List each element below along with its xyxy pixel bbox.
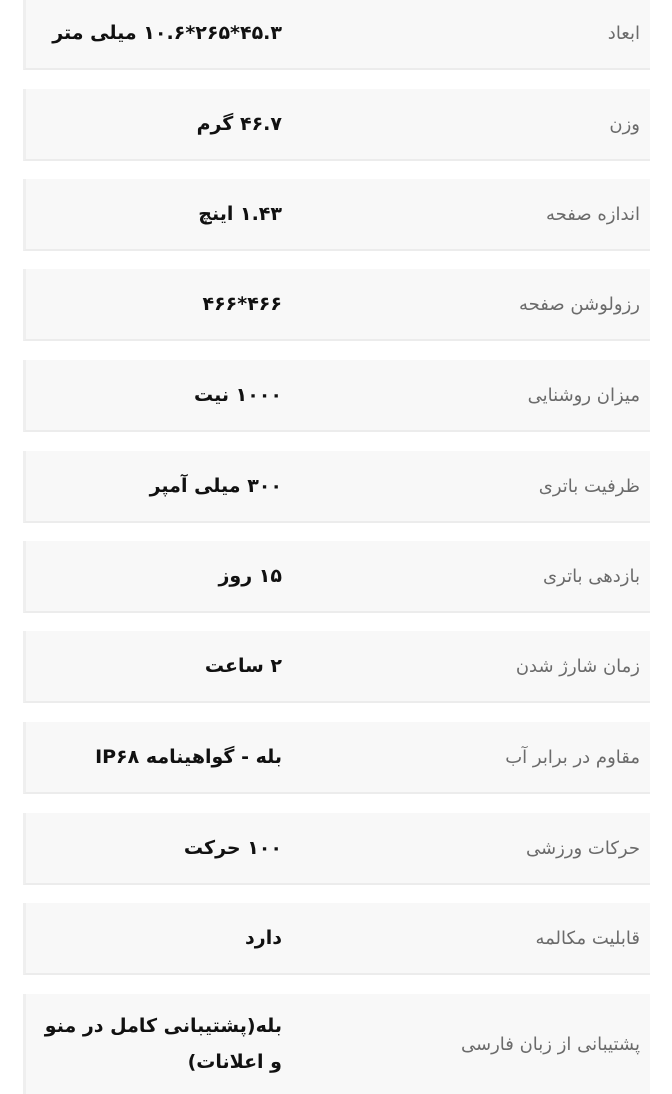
spec-label: میزان روشنایی [527,384,640,406]
spec-row-water-resistance [23,722,650,794]
spec-label: حرکات ورزشی [526,837,640,859]
spec-value: ۳۰۰ میلی آمپر [149,475,282,497]
spec-label: اندازه صفحه [546,203,640,225]
spec-value: ۲ ساعت [204,655,282,677]
spec-row-brightness [23,360,650,432]
spec-row-charge-time [23,631,650,703]
spec-label: ظرفیت باتری [538,475,640,497]
spec-value: ۱۰۰ حرکت [183,837,282,859]
spec-label: وزن [609,113,640,135]
spec-value: ۱.۴۳ اینچ [198,203,282,225]
spec-row-weight [23,89,650,161]
spec-label: زمان شارژ شدن [515,655,640,677]
spec-value: بله(پشتیبانی کامل در منو و اعلانات) [44,1015,282,1073]
spec-label: پشتیبانی از زبان فارسی [461,1033,640,1055]
spec-row-screen-size [23,179,650,251]
spec-row-battery-life [23,541,650,613]
spec-value: دارد [245,927,282,949]
spec-row-dimensions [23,0,650,70]
spec-value: ۴۶۶*۴۶۶ [202,293,282,315]
spec-row-battery-capacity [23,451,650,523]
spec-row-calling [23,903,650,975]
spec-row-persian-support [23,994,650,1094]
spec-label: مقاوم در برابر آب [505,746,640,768]
spec-label: ابعاد [607,22,640,44]
spec-value: بله - گواهینامه IP۶۸ [95,746,282,768]
spec-label: رزولوشن صفحه [518,293,640,315]
spec-row-resolution [23,269,650,341]
spec-value: ۴۶.۷ گرم [196,113,282,135]
spec-label: بازدهی باتری [543,565,640,587]
spec-label: قابلیت مکالمه [535,927,640,949]
spec-value: ۴۵.۳*۲۶۵*۱۰.۶ میلی متر [52,22,282,44]
spec-value: ۱۰۰۰ نیت [193,384,282,406]
spec-row-sport-modes [23,813,650,885]
spec-value: ۱۵ روز [218,565,282,587]
